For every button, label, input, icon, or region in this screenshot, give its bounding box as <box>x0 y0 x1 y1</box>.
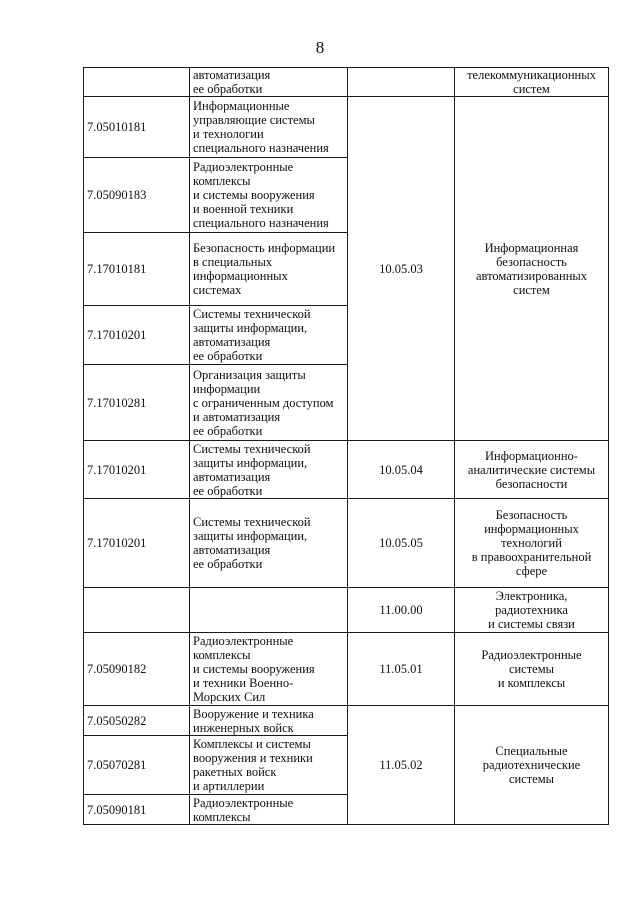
specialty-title-cell: телекоммуникационных систем <box>455 68 609 97</box>
program-name-cell: Организация защиты информации с ограниченным доступом и автоматизация ее обработки <box>190 365 348 441</box>
specialty-title-cell: Безопасность информационных технологий в правоохранительной сфере <box>455 499 609 588</box>
specialty-code-cell: 10.05.04 <box>348 441 455 499</box>
table-row <box>84 68 609 97</box>
program-code-cell: 7.05090183 <box>84 158 190 233</box>
program-name-cell: Системы технической защиты информации, автоматизация ее обработки <box>190 441 348 499</box>
table-row <box>84 499 609 588</box>
program-name-cell: Радиоэлектронные комплексы и системы вооружения и техники Военно- Морских Сил <box>190 633 348 706</box>
page-number: 8 <box>315 38 325 57</box>
table-row <box>84 706 609 736</box>
program-name-cell: автоматизация ее обработки <box>190 68 348 97</box>
table-row <box>84 97 609 158</box>
specialty-code-cell: 10.05.03 <box>348 97 455 441</box>
program-code-cell <box>84 68 190 97</box>
specialty-title-cell: Информационно- аналитические системы безопасности <box>455 441 609 499</box>
program-code-cell: 7.05010181 <box>84 97 190 158</box>
program-code-cell <box>84 588 190 633</box>
specialty-title-cell: Электроника, радиотехника и системы связи <box>455 588 609 633</box>
table-row <box>84 441 609 499</box>
specialty-code-cell: 11.05.02 <box>348 706 455 825</box>
table-row <box>84 633 609 706</box>
specialty-title-cell: Специальные радиотехнические системы <box>455 706 609 825</box>
program-name-cell: Системы технической защиты информации, автоматизация ее обработки <box>190 306 348 365</box>
program-code-cell: 7.05090181 <box>84 795 190 825</box>
program-code-cell: 7.05090182 <box>84 633 190 706</box>
table-row <box>84 588 609 633</box>
program-code-cell: 7.17010201 <box>84 441 190 499</box>
program-code-cell: 7.05070281 <box>84 736 190 795</box>
program-name-cell: Радиоэлектронные комплексы и системы вооружения и военной техники специального назначения <box>190 158 348 233</box>
program-name-cell: Безопасность информации в специальных информационных системах <box>190 233 348 306</box>
specialty-code-cell <box>348 68 455 97</box>
program-code-cell: 7.17010281 <box>84 365 190 441</box>
program-name-cell: Информационные управляющие системы и технологии специального назначения <box>190 97 348 158</box>
specialty-title-cell: Информационная безопасность автоматизированных систем <box>455 97 609 441</box>
program-name-cell <box>190 588 348 633</box>
program-name-cell: Комплексы и системы вооружения и техники ракетных войск и артиллерии <box>190 736 348 795</box>
specialties-table <box>83 67 609 825</box>
program-code-cell: 7.17010181 <box>84 233 190 306</box>
specialty-code-cell: 10.05.05 <box>348 499 455 588</box>
program-code-cell: 7.17010201 <box>84 306 190 365</box>
program-code-cell: 7.17010201 <box>84 499 190 588</box>
specialty-code-cell: 11.05.01 <box>348 633 455 706</box>
program-name-cell: Системы технической защиты информации, автоматизация ее обработки <box>190 499 348 588</box>
specialty-code-cell: 11.00.00 <box>348 588 455 633</box>
specialty-title-cell: Радиоэлектронные системы и комплексы <box>455 633 609 706</box>
program-name-cell: Вооружение и техника инженерных войск <box>190 706 348 736</box>
program-name-cell: Радиоэлектронные комплексы <box>190 795 348 825</box>
program-code-cell: 7.05050282 <box>84 706 190 736</box>
